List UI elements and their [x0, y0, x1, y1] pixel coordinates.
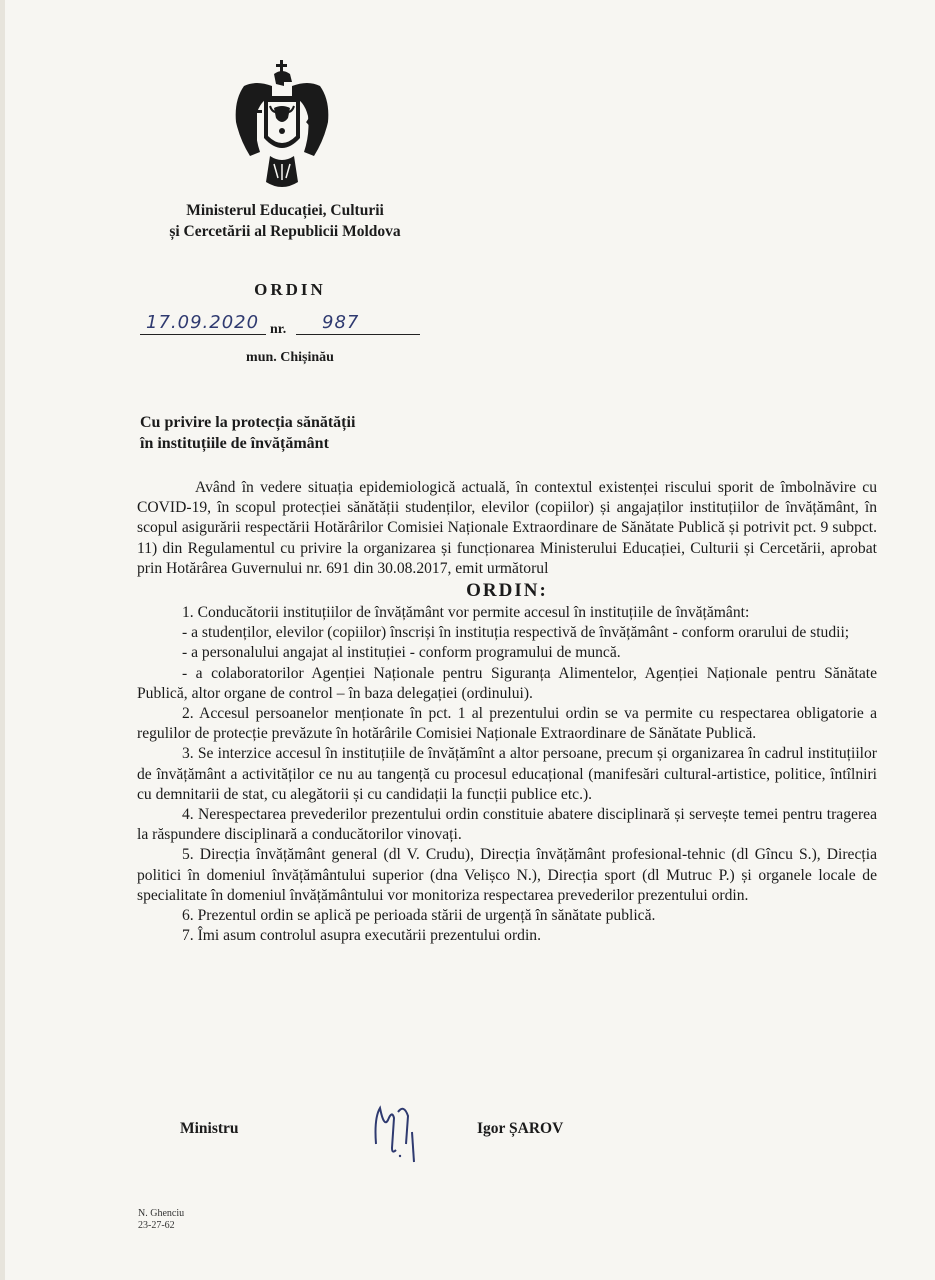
city: mun. Chișinău	[246, 350, 334, 365]
order-number: 987	[322, 312, 360, 333]
paragraph-3: 3. Se interzice accesul în instituțiile de învățămînt a altor persoane, precum și organizarea în cadrul instituțiilor de învățământ a activităților ce nu au tangență cu procesul educațional (manifesări cultural-artistice, politice, întîlniri cu demnitarii de stat, cu alegătorii și cu candidații la funcții publice etc.).	[137, 745, 877, 803]
order-heading: ORDIN:	[466, 580, 548, 602]
date-underline	[140, 334, 266, 335]
order-date: 17.09.2020	[146, 312, 260, 333]
paragraph-1a: - a studenților, elevilor (copiilor) înscriși în instituția respectivă de învățământ - conform orarului de studii;	[182, 624, 850, 642]
number-label: nr.	[270, 322, 287, 337]
executor-info	[138, 1208, 184, 1232]
preamble-paragraph: Având în vedere situația epidemiologică actuală, în contextul existenței riscului sporit de îmbolnăvire cu COVID-19, în scopul protecției sănătății studenților, elevilor (copiilor) și angajaților instituțiilor de învățământ, în scopul asigurării respectării Hotărârilor Comisiei Naționale Extraordinare de Sănătate Publică și potrivit pct. 9 subpct. 11) din Regulamentul cu privire la organizarea și funcționarea Ministerului Educației, Culturii și Cercetării, aprobat prin Hotărârea Guvernului nr. 691 din 30.08.2017, emit următorul	[137, 479, 877, 577]
number-underline	[296, 334, 420, 335]
paragraph-7: 7. Îmi asum controlul asupra executării prezentului ordin.	[182, 927, 541, 945]
coat-of-arms-emblem	[226, 60, 338, 192]
document-body	[137, 478, 877, 946]
signatory-role: Ministru	[180, 1120, 239, 1137]
paragraph-5: 5. Direcția învățământ general (dl V. Crudu), Direcția învățământ profesional-tehnic (dl Gîncu S.), Direcția politici în domeniul învățământului superior (dna Velișco N.), Direcția sport (dl Mutruc P.) și organele locale de specialitate în domeniul învățământului vor monitoriza respectarea prevederilor prezentului ordin.	[137, 846, 877, 904]
ministry-line-2: și Cercetării al Republicii Moldova	[169, 223, 401, 240]
document-type: ORDIN	[254, 280, 326, 299]
subject-line-1: Cu privire la protecția sănătății	[140, 414, 356, 431]
executor-name: N. Ghenciu	[138, 1208, 185, 1219]
subject-heading	[140, 412, 500, 454]
paragraph-1b: - a personalului angajat al instituției - conform programului de muncă.	[182, 644, 621, 662]
paragraph-6: 6. Prezentul ordin se aplică pe perioada stării de urgență în sănătate publică.	[182, 907, 656, 925]
executor-phone: 23-27-62	[138, 1220, 175, 1231]
handwritten-signature	[370, 1098, 426, 1164]
date-number-line	[140, 312, 420, 338]
ministry-line-1: Ministerul Educației, Culturii	[186, 202, 384, 219]
ministry-name	[120, 200, 450, 242]
paragraph-1: 1. Conducătorii instituțiilor de învățământ vor permite accesul în instituțiile de învățământ:	[182, 604, 750, 622]
paragraph-4: 4. Nerespectarea prevederilor prezentului ordin constituie abatere disciplinară și servește temei pentru tragerea la răspundere disciplinară a conducătorilor vinovați.	[137, 806, 877, 844]
signatory-name: Igor ȘAROV	[477, 1120, 564, 1137]
paragraph-2: 2. Accesul persoanelor menționate în pct. 1 al prezentului ordin se va permite cu respectarea obligatorie a regulilor de protecție prevăzute în hotărârile Comisiei Naționale Extraordinare de Sănătate Publică.	[137, 705, 877, 743]
subject-line-2: în instituțiile de învățământ	[140, 435, 329, 452]
page-edge	[0, 0, 5, 1280]
paragraph-1c: - a colaboratorilor Agenției Naționale pentru Siguranța Alimentelor, Agenției Naționale pentru Sănătate Publică, altor organe de control – în baza delegației (ordinului).	[137, 664, 877, 702]
